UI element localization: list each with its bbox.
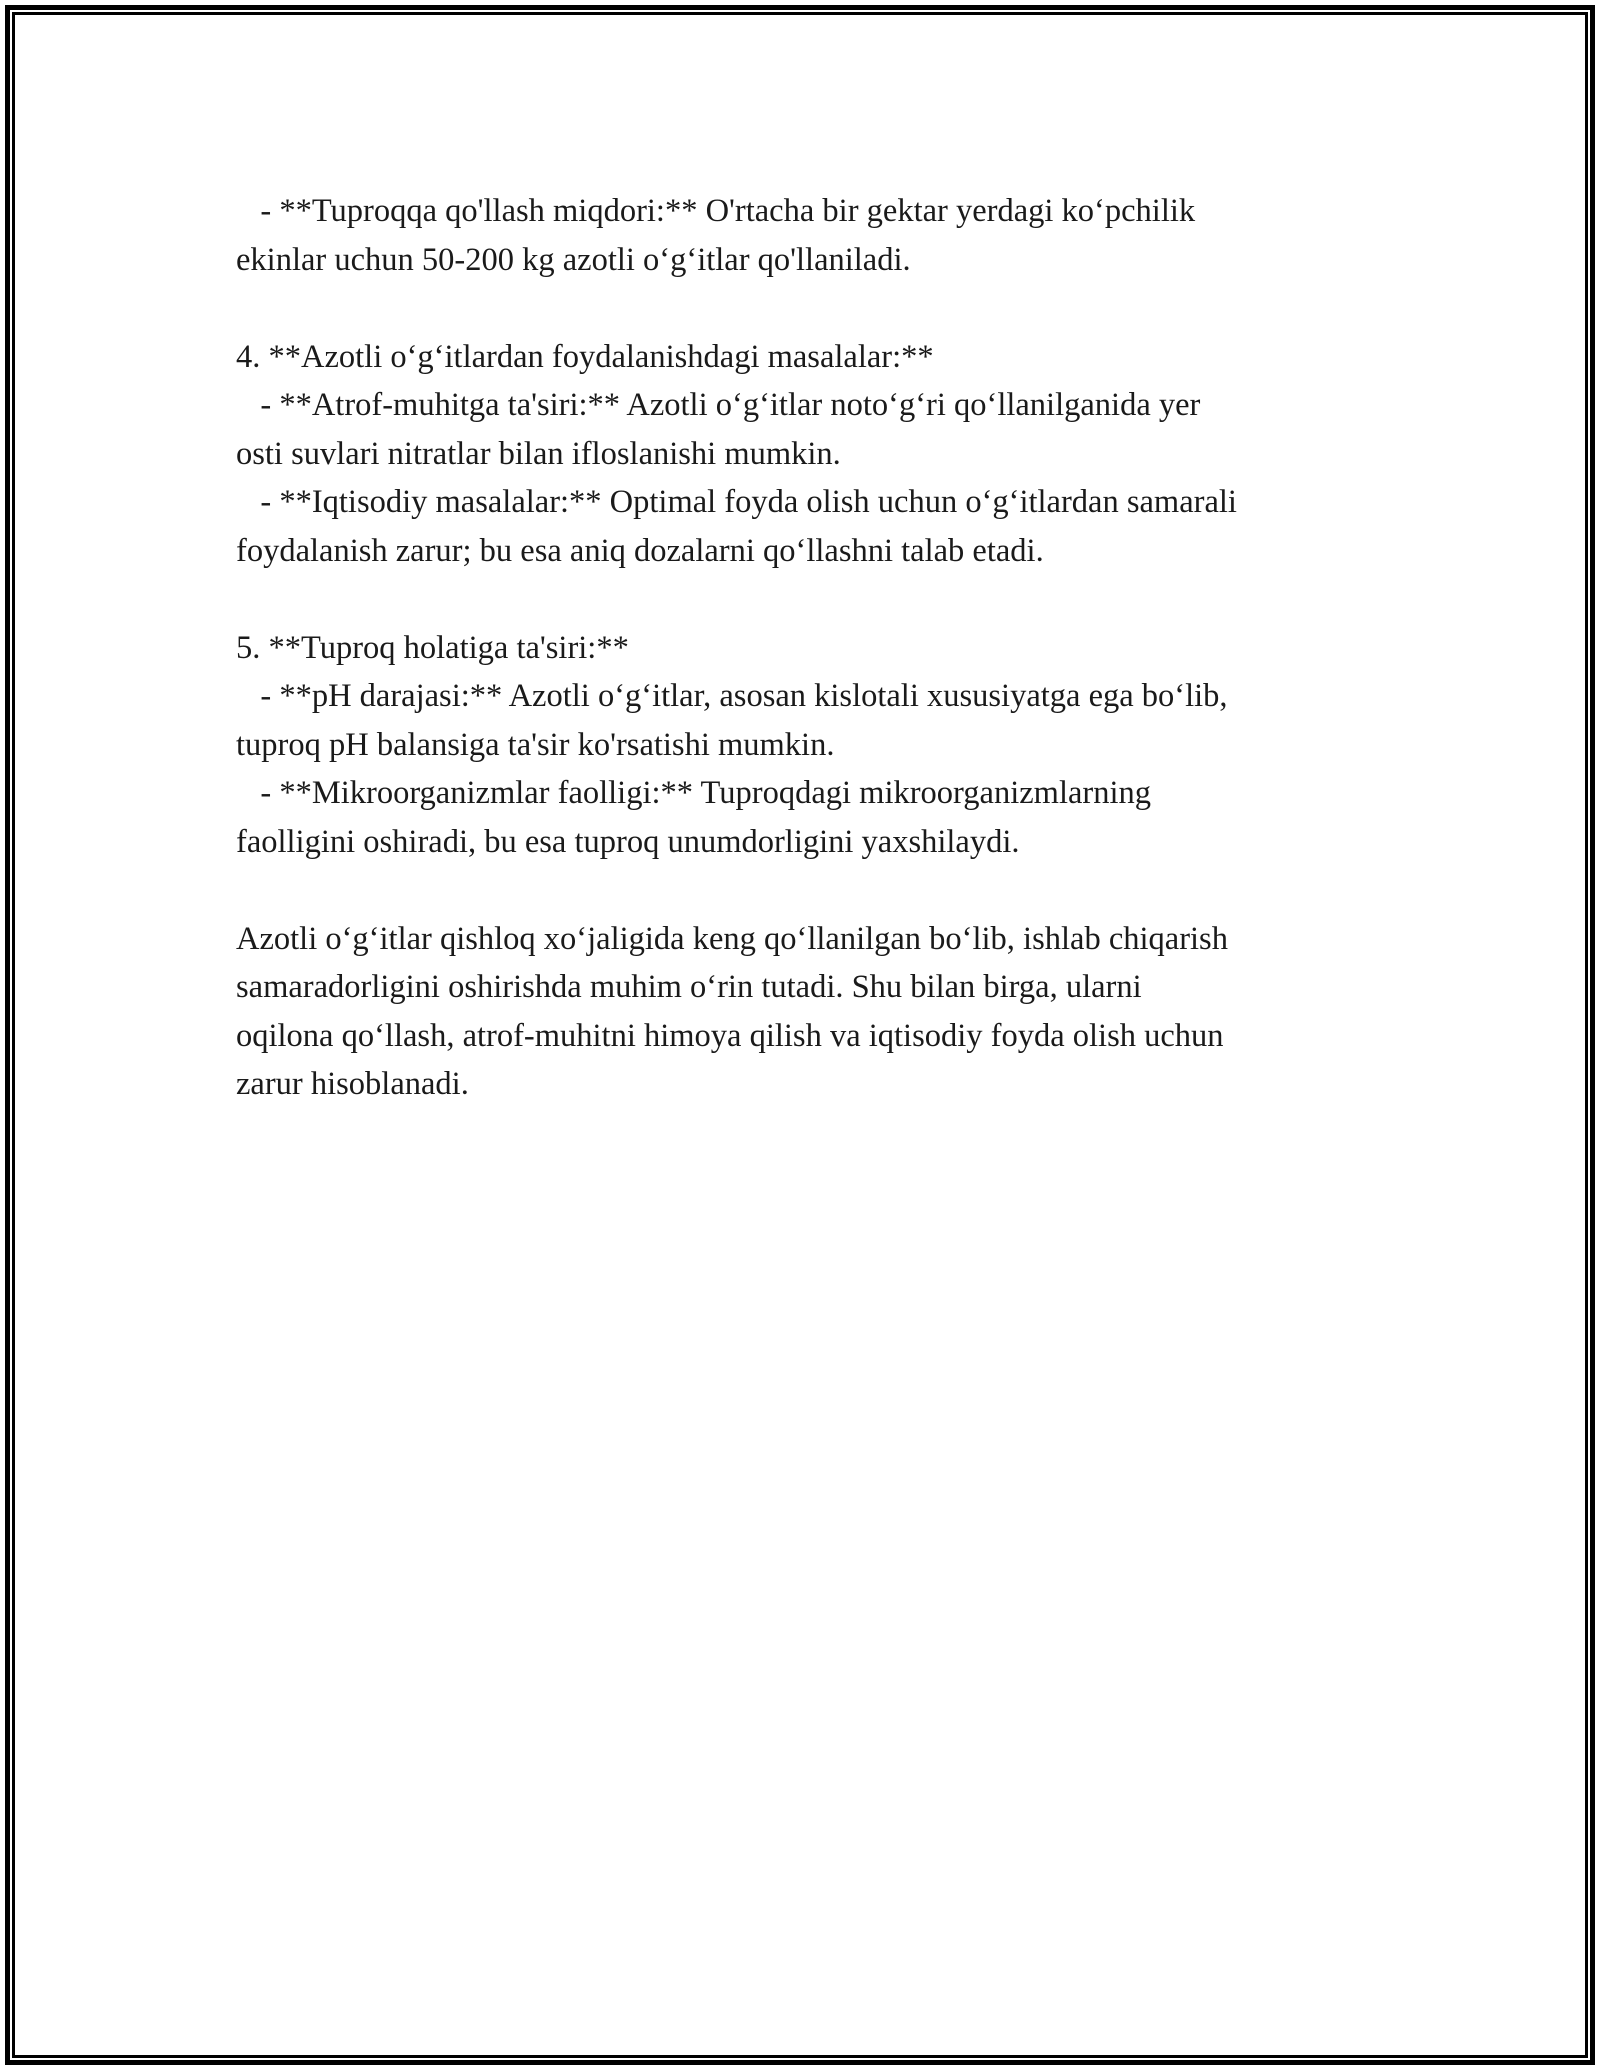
section-heading-5: 5. **Tuproq holatiga ta'siri:**: [236, 629, 629, 666]
conclusion-line: oqilona qo‘llash, atrof-muhitni himoya qilish va iqtisodiy foyda olish uchun: [236, 1017, 1224, 1054]
conclusion-line: samaradorligini oshirishda muhim o‘rin tutadi. Shu bilan birga, ularni: [236, 969, 1142, 1005]
blank-line: [236, 575, 1386, 624]
text-line: - **Iqtisodiy masalalar:** Optimal foyda olish uchun o‘g‘itlardan samarali: [236, 484, 1237, 520]
text-line: ekinlar uchun 50-200 kg azotli o‘g‘itlar qo'llaniladi.: [236, 241, 911, 278]
conclusion-line: zarur hisoblanadi.: [236, 1066, 469, 1102]
blank-line: [236, 866, 1386, 915]
text-line: - **Atrof-muhitga ta'siri:** Azotli o‘g‘itlar noto‘g‘ri qo‘llanilganida yer: [236, 387, 1201, 423]
text-line: - **pH darajasi:** Azotli o‘g‘itlar, asosan kislotali xususiyatga ega bo‘lib,: [236, 678, 1228, 714]
text-line: faolligini oshiradi, bu esa tuproq unumdorligini yaxshilaydi.: [236, 823, 1020, 860]
conclusion-line: Azotli o‘g‘itlar qishloq xo‘jaligida keng qo‘llanilgan bo‘lib, ishlab chiqarish: [236, 920, 1228, 957]
text-line: tuproq pH balansiga ta'sir ko'rsatishi mumkin.: [236, 726, 835, 763]
text-line: osti suvlari nitratlar bilan ifloslanishi mumkin.: [236, 435, 841, 472]
section-heading-4: 4. **Azotli o‘g‘itlardan foydalanishdagi masalalar:**: [236, 338, 934, 375]
text-line: - **Tuproqqa qo'llash miqdori:** O'rtacha bir gektar yerdagi ko‘pchilik: [236, 193, 1196, 229]
text-line: - **Mikroorganizmlar faolligi:** Tuproqdagi mikroorganizmlarning: [236, 775, 1151, 811]
text-line: foydalanish zarur; bu esa aniq dozalarni qo‘llashni talab etadi.: [236, 532, 1044, 569]
blank-line: [236, 284, 1386, 333]
document-body: [236, 187, 1386, 1109]
